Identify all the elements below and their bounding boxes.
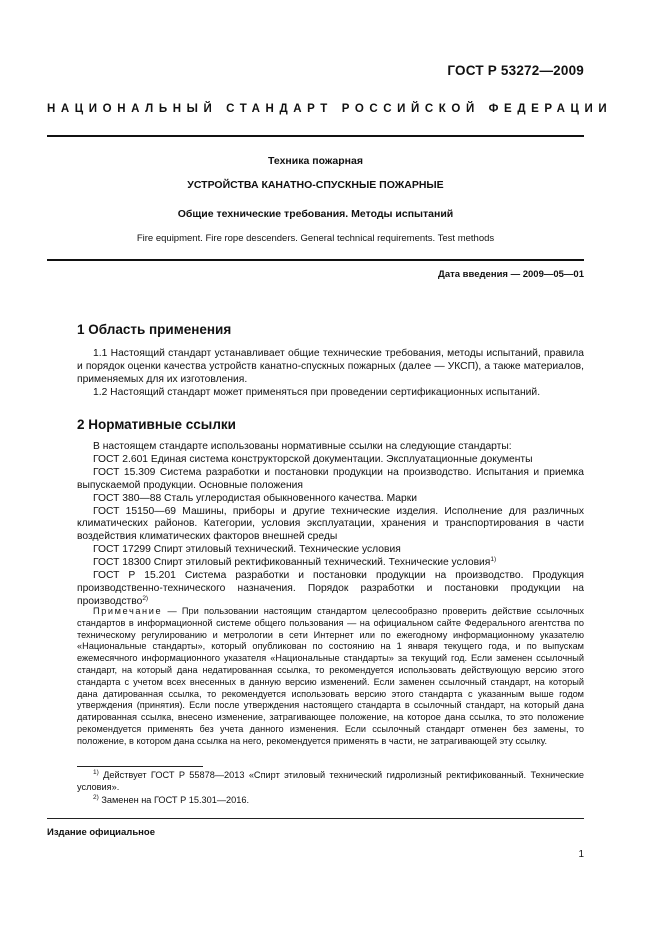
section-1-paragraph-2: 1.2 Настоящий стандарт может применяться при проведении сертификационных испытаний. — [93, 386, 541, 398]
reference-item: ГОСТ 15.309 Система разработки и постановки продукции на производство. Испытания и приемка выпускаемой продукции. Основные положения — [77, 466, 584, 491]
footnote-rule — [77, 766, 203, 767]
header-rule — [47, 135, 584, 137]
title-line-1: Техника пожарная — [268, 155, 363, 167]
title-english: Fire equipment. Fire rope descenders. General technical requirements. Test methods — [136, 233, 495, 244]
footer-rule — [47, 818, 584, 819]
section-1-body — [77, 348, 584, 400]
title-line-3: Общие технические требования. Методы испытаний — [177, 208, 454, 220]
reference-item: ГОСТ 15150—69 Машины, приборы и другие технические изделия. Исполнение для различных климатических районов. Категории, условия эксплуатации, хранения и транспортирования в части воздействия климатических факторов внешней среды — [77, 505, 584, 543]
national-standard-banner: НАЦИОНАЛЬНЫЙ СТАНДАРТ РОССИЙСКОЙ ФЕДЕРАЦИИ — [47, 103, 613, 115]
reference-item — [77, 570, 584, 609]
references-intro: В настоящем стандарте использованы нормативные ссылки на следующие стандарты: — [93, 441, 512, 452]
reference-item: ГОСТ 17299 Спирт этиловый технический. Технические условия — [93, 544, 401, 556]
title-line-2: УСТРОЙСТВА КАНАТНО-СПУСКНЫЕ ПОЖАРНЫЕ — [187, 179, 444, 191]
reference-text: ГОСТ 18300 Спирт этиловый ректификованный технический. Технические условия — [93, 557, 491, 569]
reference-text: ГОСТ Р 15.201 Система разработки и постановки продукции на производство. Продукция производственно-технического назначения. Порядок разработки и постановки продукции на производство — [77, 570, 584, 607]
footnote-2 — [77, 795, 584, 807]
footnote-2-mark: 2) — [93, 794, 99, 801]
footnote-2-text: Заменен на ГОСТ Р 15.301—2016. — [98, 795, 250, 805]
footnote-1-mark: 1) — [93, 769, 99, 776]
footnote-ref-2: 2) — [142, 594, 149, 602]
reference-item: ГОСТ 380—88 Сталь углеродистая обыкновенного качества. Марки — [93, 492, 417, 504]
doc-number: ГОСТ Р 53272—2009 — [447, 63, 584, 78]
section-1-heading: 1 Область применения — [77, 322, 232, 337]
intro-date: Дата введения — 2009—05—01 — [438, 269, 584, 280]
reference-item — [77, 557, 584, 570]
references-note — [77, 606, 584, 748]
page-number: 1 — [578, 849, 584, 860]
note-label: Примечание — [93, 606, 163, 616]
reference-item: ГОСТ 2.601 Единая система конструкторской документации. Эксплуатационные документы — [93, 453, 533, 465]
section-2-body — [77, 441, 584, 609]
section-1-paragraph-1: 1.1 Настоящий стандарт устанавливает общие технические требования, методы испытаний, правила и порядок оценки качества устройств канатно-спускных пожарных (далее — УКСП), а также материалов, применяемых для их изготовления. — [77, 348, 584, 385]
note-text: — При пользовании настоящим стандартом целесообразно проверить действие ссылочных стандартов в информационной системе общего пользования — на официальном сайте Федерального агентства по техническому регулированию и метрологии в сети Интернет или по ежегодному информационному указателю «Национальные стандарты», который опубликован по состоянию на 1 января текущего года, и по выпускам ежемесячного информационного указателя «Национальные стандарты» за текущий год. Если заменен ссылочный стандарт, на который дана недатированная ссылка, то рекомендуется использовать действующую версию этого стандарта с учетом всех внесенных в данную версию изменений. Если заменен ссылочный стандарт, на который дана датированная ссылка, то рекомендуется использовать версию этого стандарта с указанным выше годом утверждения (принятия). Если после утверждения настоящего стандарта в ссылочный стандарт, на который дана датированная ссылка, внесено изменение, затрагивающее положение, на которое дана ссылка, то это положение рекомендуется применять без учета данного изменения. Если ссылочный стандарт отменен без замены, то положение, в котором дана ссылка на него, рекомендуется применять в части, не затрагивающей эту ссылку. — [77, 606, 584, 746]
footnote-1-text: Действует ГОСТ Р 55878—2013 «Спирт этиловый технический гидролизный ректификованный. Технические условия». — [77, 770, 584, 792]
footnote-ref-1: 1) — [490, 556, 497, 564]
title-rule — [47, 259, 584, 261]
footnote-1 — [77, 770, 584, 794]
section-2-heading: 2 Нормативные ссылки — [77, 417, 236, 432]
edition-official: Издание официальное — [47, 827, 155, 838]
